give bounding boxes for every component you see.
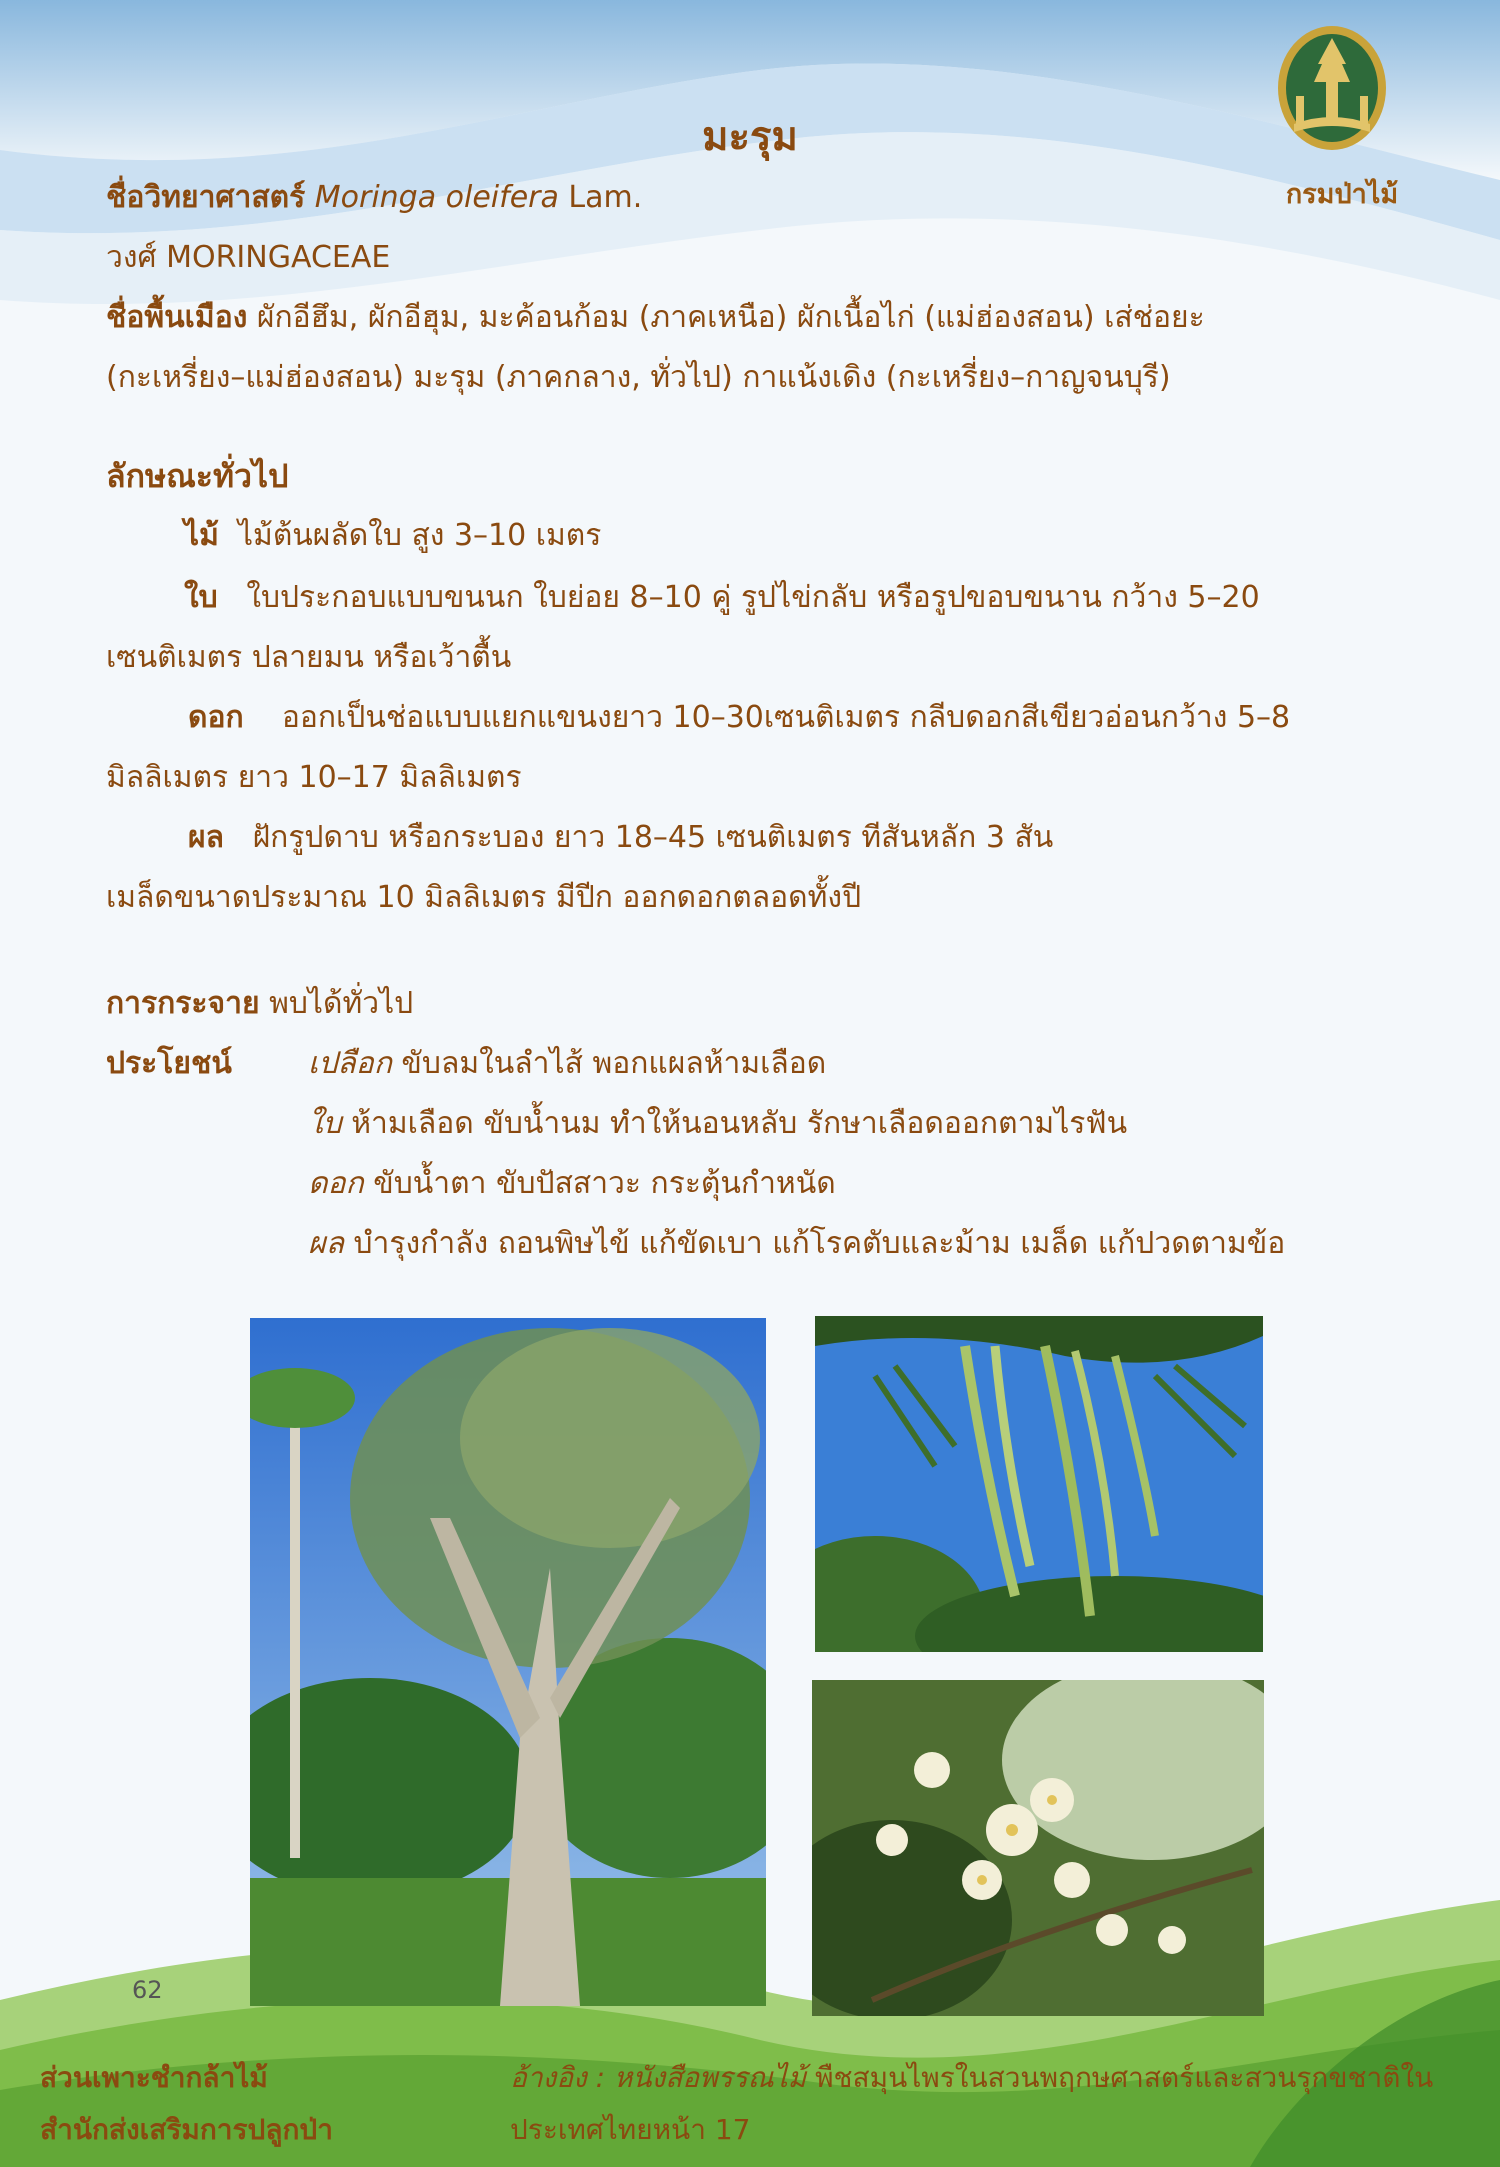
fruit-line-2: เมล็ดขนาดประมาณ 10 มิลลิเมตร มีปีก ออกดอกตลอดทั้งปี <box>106 880 862 915</box>
use-part: ดอก <box>308 1166 364 1201</box>
flower-text-1: ออกเป็นช่อแบบแยกแขนงยาว 10–30เซนติเมตร กลีบดอกสีเขียวอ่อนกว้าง 5–8 <box>281 700 1291 735</box>
fruit-line-1 <box>188 818 1053 858</box>
local-names-text-1: ผักอีฮึม, ผักอีฮุม, มะค้อนก้อม (ภาคเหนือ) ผักเนื้อไก่ (แม่ฮ่องสอน) เส่ช่อยะ <box>256 300 1205 335</box>
use-item <box>308 1044 826 1084</box>
fruit-label: ผล <box>188 820 224 855</box>
reference-label: อ้างอิง : หนังสือพรรณไม้ <box>510 2061 807 2094</box>
scientific-name-line <box>106 178 642 218</box>
leaf-label: ใบ <box>184 580 218 615</box>
use-part: ผล <box>308 1226 344 1261</box>
scientific-name-label: ชื่อวิทยาศาสตร์ <box>106 180 306 215</box>
reference-text-1: พืชสมุนไพรในสวนพฤกษศาสตร์และสวนรุกขชาติใน <box>815 2061 1434 2094</box>
use-text: ขับลมในลำไส้ พอกแผลห้ามเลือด <box>401 1046 827 1081</box>
fruit-text-1: ฝักรูปดาบ หรือกระบอง ยาว 18–45 เซนติเมตร ทีสันหลัก 3 สัน <box>252 820 1054 855</box>
leaf-text-1: ใบประกอบแบบขนนก ใบย่อย 8–10 คู่ รูปไข่กลับ หรือรูปขอบขนาน กว้าง 5–20 <box>246 580 1260 615</box>
page-title: มะรุม <box>702 114 798 160</box>
moringa-flowers-photo <box>812 1680 1264 2016</box>
tree-line <box>184 516 601 556</box>
moringa-tree-photo <box>250 1318 766 2006</box>
use-text: ห้ามเลือด ขับน้ำนม ทำให้นอนหลับ รักษาเลือดออกตามไรฟัน <box>351 1106 1128 1141</box>
use-item <box>308 1164 836 1204</box>
moringa-pods-photo <box>815 1316 1263 1652</box>
use-item <box>308 1104 1127 1144</box>
flower-label: ดอก <box>188 700 244 735</box>
tree-label: ไม้ <box>184 518 219 553</box>
leaf-line-1 <box>184 578 1260 618</box>
tree-text: ไม้ต้นผลัดใบ สูง 3–10 เมตร <box>237 518 602 553</box>
flower-line-2: มิลลิเมตร ยาว 10–17 มิลลิเมตร <box>106 760 522 795</box>
flower-line-1 <box>188 698 1290 738</box>
page-number: 62 <box>132 1976 163 2004</box>
footer-org-line-2: สำนักส่งเสริมการปลูกป่า <box>40 2113 333 2146</box>
local-names-line-1 <box>106 298 1205 338</box>
footer-reference-line-2: ประเทศไทยหน้า 17 <box>510 2113 751 2146</box>
distribution-line <box>106 984 413 1024</box>
use-part: เปลือก <box>308 1046 392 1081</box>
uses-label: ประโยชน์ <box>106 1046 232 1081</box>
use-text: ขับน้ำตา ขับปัสสาวะ กระตุ้นกำหนัด <box>373 1166 836 1201</box>
use-text: บำรุงกำลัง ถอนพิษไข้ แก้ขัดเบา แก้โรคตับและม้าม เมล็ด แก้ปวดตามข้อ <box>353 1226 1286 1261</box>
local-names-line-2: (กะเหรี่ยง–แม่ฮ่องสอน) มะรุม (ภาคกลาง, ทั่วไป) กาแน้งเดิง (กะเหรี่ยง–กาญจนบุรี) <box>106 360 1171 395</box>
scientific-name: Moringa oleifera <box>314 180 559 215</box>
local-names-label: ชื่อพื้นเมือง <box>106 300 248 335</box>
footer-reference-line-1 <box>510 2058 1433 2098</box>
logo-label: กรมป่าไม้ <box>1285 179 1399 210</box>
scientific-author: Lam. <box>568 180 643 215</box>
family-line: วงศ์ MORINGACEAE <box>106 240 391 275</box>
distribution-label: การกระจาย <box>106 986 260 1021</box>
footer-org-line-1: ส่วนเพาะชำกล้าไม้ <box>40 2061 268 2094</box>
use-item <box>308 1224 1285 1264</box>
general-heading: ลักษณะทั่วไป <box>106 457 289 495</box>
distribution-text: พบได้ทั่วไป <box>269 986 414 1021</box>
use-part: ใบ <box>308 1106 342 1141</box>
leaf-line-2: เซนติเมตร ปลายมน หรือเว้าตื้น <box>106 640 512 675</box>
